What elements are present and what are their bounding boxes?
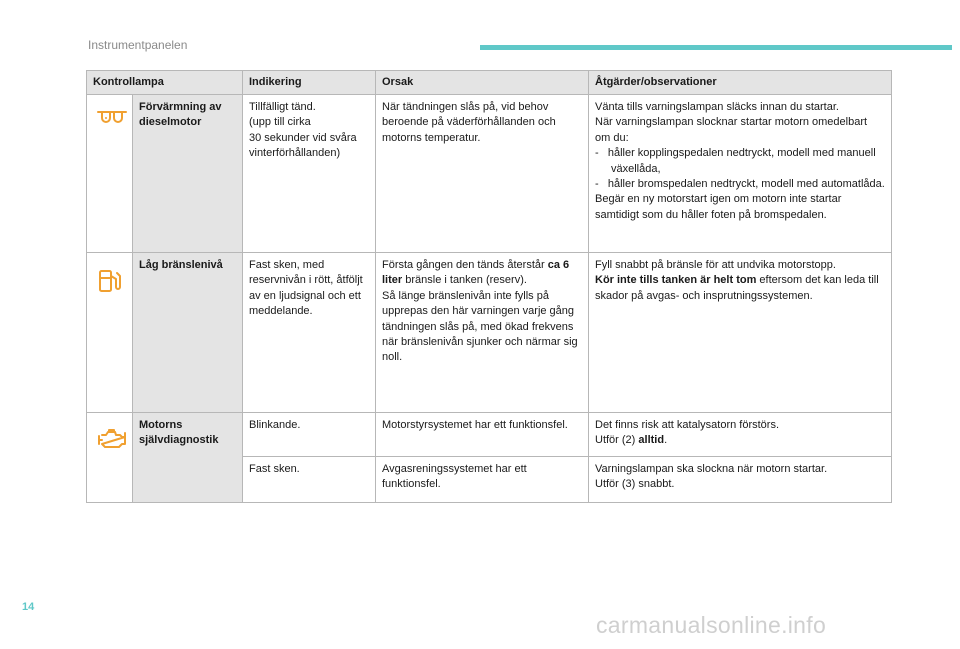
warning-lamp-table (86, 70, 892, 503)
cause-cell: Motorstyrsystemet har ett funktionsfel. (376, 413, 589, 457)
cause-cell: Avgasreningssystemet har ett funktionsfel. (376, 457, 589, 503)
page-number: 14 (22, 601, 35, 613)
engine-check-icon (93, 418, 129, 450)
glow-plug-icon (93, 100, 127, 128)
fuel-pump-icon (93, 258, 123, 294)
list-item: - håller kopplingspedalen nedtryckt, modell med manuell växellåda, (595, 147, 876, 175)
column-header-actions: Åtgärder/observationer (589, 71, 892, 95)
watermark-text: carmanualsonline.info (596, 612, 827, 638)
actions-cell: Vänta tills varningslampan släcks innan du startar. När varningslampan slocknar startar motorn omedelbart om du: - håller kopplingspedalen nedtryckt, modell med manuell växellåda, - håller bromspedalen nedtryckt, modell med automatlåda. Begär en ny motorstart igen om motorn inte startar samtidigt som du håller foten på bromspedalen. (589, 95, 892, 253)
header-accent-bar (480, 45, 952, 50)
list-item: - håller bromspedalen nedtryckt, modell med automatlåda. (595, 178, 885, 191)
lamp-name: Motorns självdiagnostik (133, 413, 243, 503)
actions-cell: Varningslampan ska slockna när motorn startar. Utför (3) snabbt. (589, 457, 892, 503)
indication-cell: Fast sken. (243, 457, 376, 503)
table-row (87, 413, 892, 457)
column-header-indication: Indikering (243, 71, 376, 95)
lamp-icon-cell (87, 413, 133, 503)
cause-cell: När tändningen slås på, vid behov beroende på väderförhållanden och motorns temperatur. (376, 95, 589, 253)
table-header-row (87, 71, 892, 95)
actions-cell: Fyll snabbt på bränsle för att undvika motorstopp. Kör inte tills tanken är helt tom eftersom det kan leda till skador på avgas- och insprutningssystemen. (589, 253, 892, 413)
indication-cell: Blinkande. (243, 413, 376, 457)
lamp-name: Förvärmning av dieselmotor (133, 95, 243, 253)
indication-cell: Tillfälligt tänd. (upp till cirka 30 sekunder vid svåra vinterförhållanden) (243, 95, 376, 253)
actions-cell: Det finns risk att katalysatorn förstörs. Utför (2) alltid. (589, 413, 892, 457)
lamp-name: Låg bränslenivå (133, 253, 243, 413)
lamp-icon-cell (87, 253, 133, 413)
table-row (87, 95, 892, 253)
column-header-cause: Orsak (376, 71, 589, 95)
section-title: Instrumentpanelen (88, 38, 188, 52)
indication-cell: Fast sken, med reservnivån i rött, åtföljt av en ljudsignal och ett meddelande. (243, 253, 376, 413)
lamp-icon-cell (87, 95, 133, 253)
table-row (87, 253, 892, 413)
cause-cell: Första gången den tänds återstår ca 6 liter bränsle i tanken (reserv). Så länge bränslenivån inte fylls på upprepas den här varningen varje gång tändningen slås på, med ökad frekvens när bränslenivån sjunker och närmar sig noll. (376, 253, 589, 413)
column-header-lamp: Kontrollampa (87, 71, 243, 95)
